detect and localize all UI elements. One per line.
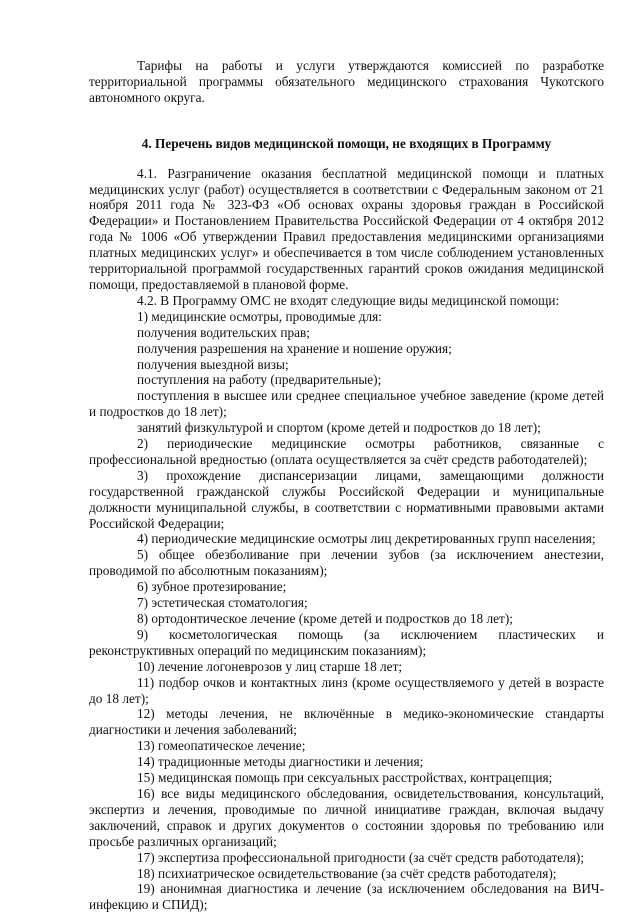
list-item: 1) медицинские осмотры, проводимые для:: [137, 308, 382, 324]
paragraph-4-2: 4.2. В Программу ОМС не входят следующие виды медицинской помощи:: [137, 292, 560, 308]
list-item: занятий физкультурой и спортом (кроме детей и подростков до 18 лет);: [137, 420, 541, 436]
tariffs-paragraph: Тарифы на работы и услуги утверждаются комиссией по разработке территориальной программы обязательного медицинского страхования Чукотского автономного округа.: [89, 58, 604, 105]
list-item: 2) периодические медицинские осмотры работников, связанные с профессиональной вредностью (оплата осуществляется за счёт средств работодателей);: [89, 436, 604, 467]
list-item: 11) подбор очков и контактных линз (кроме осуществляемого у детей в возрасте до 18 лет);: [89, 674, 604, 706]
list-item: 10) лечение логоневрозов у лиц старше 18 лет;: [137, 658, 403, 674]
list-item: 7) эстетическая стоматология;: [137, 595, 308, 611]
list-item: 17) экспертиза профессиональной пригодности (за счёт средств работодателя);: [137, 849, 585, 865]
list-item: поступления на работу (предварительные);: [137, 372, 382, 388]
list-item: 16) все виды медицинского обследования, освидетельствования, консультаций, экспертиз и лечения, проводимые по личной инициативе граждан, включая выдачу заключений, справок и других документов о состоянии здоровья по требованию или просьбе различных организаций;: [89, 785, 604, 849]
list-item: 8) ортодонтическое лечение (кроме детей и подростков до 18 лет);: [137, 611, 513, 626]
list-item: 15) медицинская помощь при сексуальных расстройствах, контрацепция;: [137, 770, 553, 786]
section-heading: 4. Перечень видов медицинской помощи, не входящих в Программу: [141, 135, 552, 151]
list-item: 19) анонимная диагностика и лечение (за исключением обследования на ВИЧ-инфекцию и СПИД);: [89, 881, 604, 913]
list-item: поступления в высшее или среднее специальное учебное заведение (кроме детей и подростков до 18 лет);: [89, 388, 604, 420]
list-item: 3) прохождение диспансеризации лицами, замещающими должности государственной гражданской службы Российской Федерации и муниципальные должности муниципальной службы, в соответствии с нормативными правовыми актами Российской Федерации;: [89, 467, 604, 531]
list-item: 14) традиционные методы диагностики и лечения;: [137, 754, 424, 770]
paragraph-4-1: 4.1. Разграничение оказания бесплатной медицинской помощи и платных медицинских услуг (работ) осуществляется в соответствии с Федеральным законом от 21 ноября 2011 года № 323-ФЗ «Об основах охраны здоровья граждан в Российской Федерации» и Постановлением Правительства Российской Федерации от 4 октября 2012 года № 1006 «Об утверждении Правил предоставления медицинскими организациями платных медицинских услуг» и обеспечивается в том числе соблюдением установленных территориальной программой государственных гарантий сроков ожидания медицинской помощи, предоставляемой в плановой форме.: [89, 165, 604, 292]
list-item: получения выездной визы;: [137, 356, 289, 372]
list-item: 18) психиатрическое освидетельствование (за счёт средств работодателя);: [137, 865, 557, 881]
list-item: 4) периодические медицинские осмотры лиц декретированных групп населения;: [137, 531, 596, 547]
list-item: 12) методы лечения, не включённые в медико-экономические стандарты диагностики и лечения заболеваний;: [89, 706, 604, 738]
list-item: получения водительских прав;: [137, 324, 310, 340]
list-item: 13) гомеопатическое лечение;: [137, 738, 306, 754]
list-item: 9) косметологическая помощь (за исключением пластических и реконструктивных операций по медицинским показаниям);: [89, 626, 604, 658]
list-item: 5) общее обезболивание при лечении зубов (за исключением анестезии, проводимой по абсолютным показаниям);: [89, 547, 604, 579]
list-item: получения разрешения на хранение и ношение оружия;: [137, 340, 452, 356]
list-item: 6) зубное протезирование;: [137, 579, 287, 595]
